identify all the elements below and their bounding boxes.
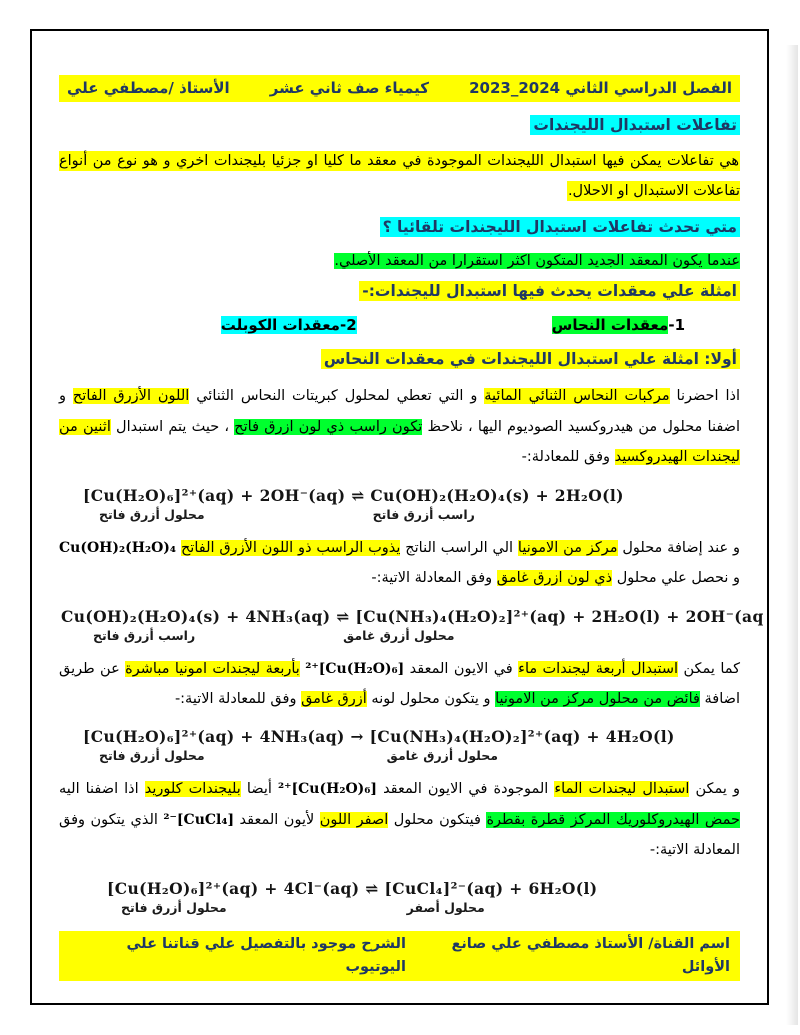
examples-heading-line <box>59 278 740 304</box>
equation-4 <box>59 879 740 915</box>
text-segment: و يتكون محلول لونه <box>366 690 496 707</box>
text-segment: يذوب الراسب ذو اللون الأزرق الفاتح <box>180 539 401 556</box>
text-segment: Cu(OH)₂(H₂O)₄ <box>59 539 177 556</box>
paragraph-ammonia-dissolve <box>59 533 740 594</box>
text-segment: 1- <box>668 315 685 334</box>
text-segment: اللون الأزرق الفاتح <box>72 388 190 405</box>
equation-2-formula: Cu(OH)₂(H₂O)₄(s) + 4NH₃(aq) ⇌ [Cu(NH₃)₄(H₂O)₂]²⁺(aq) + 2H₂O(l) + 2OH⁻(aq <box>61 606 764 626</box>
text-segment: اذا احضرنا <box>669 388 740 405</box>
text-segment: فيتكون محلول <box>388 811 487 828</box>
definition-text: هي تفاعلات يمكن فيها استبدال الليجندات الموجودة في معقد ما كليا او جزئيا بليجندات اخري و هو نوع من أنواع تفاعلات الاستبدال او الاحلال. <box>59 152 740 199</box>
text-segment: اذا اضفنا اليه <box>59 781 145 798</box>
equation-4-label-blue: محلول أزرق فاتح <box>121 899 227 915</box>
equation-2-label-precipitate: راسب أزرق فاتح <box>93 627 196 643</box>
page-border-frame <box>30 29 769 1005</box>
text-segment: الي الراسب الناتج <box>400 539 518 556</box>
text-segment: وفق للمعادلة:- <box>521 449 615 466</box>
equation-3 <box>59 727 740 763</box>
term-text: الفصل الدراسي الثاني <box>565 79 732 97</box>
text-segment: استبدال أربعة ليجندات ماء <box>518 660 679 677</box>
scan-shadow <box>786 45 798 1025</box>
equation-4-label-yellow: محلول أصفر <box>406 899 485 915</box>
text-segment: اصفر اللون <box>319 811 389 828</box>
text-segment: ذي لون ازرق غامق <box>496 570 613 587</box>
text-segment: فائض من محلول مركز من الامونيا <box>495 690 700 707</box>
equation-1-label-solution: محلول أزرق فاتح <box>99 506 205 522</box>
text-segment: عن طريق اضافة <box>59 660 740 707</box>
text-segment: لأيون المعقد <box>234 811 320 828</box>
definition-paragraph <box>59 147 740 206</box>
main-title-line <box>59 112 740 138</box>
equation-3-label-light: محلول أزرق فاتح <box>99 748 205 764</box>
text-segment: 2-معقدات الكوبلت <box>220 315 357 334</box>
subject-title: كيمياء صف ثاني عشر <box>269 79 429 97</box>
text-segment: وفق للمعادلة الاتية:- <box>174 690 302 707</box>
footer-banner <box>59 931 740 981</box>
equation-2 <box>59 606 764 643</box>
text-segment: بليجندات كلوريد <box>144 781 241 798</box>
example-cobalt-complexes <box>221 313 357 337</box>
text-segment: في الايون المعقد <box>404 660 519 677</box>
main-title: تفاعلات استبدال الليجندات <box>530 115 740 135</box>
equation-1-formula: [Cu(H₂O)₆]²⁺(aq) + 2OH⁻(aq) ⇌ Cu(OH)₂(H₂O)₄(s) + 2H₂O(l) <box>83 485 624 505</box>
text-segment: تكون راسب ذي لون ازرق فاتح <box>234 418 423 435</box>
equation-4-labels <box>59 900 740 915</box>
text-segment: معقدات النحاس <box>551 315 669 334</box>
text-segment: أزرق غامق <box>301 690 367 707</box>
copper-section-heading: أولا: امثلة علي استبدال الليجندات في معقدات النحاس <box>321 349 740 369</box>
text-segment: و التي تعطي لمحلول كبريتات النحاس الثنائي <box>189 388 485 405</box>
first-heading-line <box>59 346 740 372</box>
equation-3-formula: [Cu(H₂O)₆]²⁺(aq) + 4NH₃(aq) → [Cu(NH₃)₄(H₂O)₂]²⁺(aq) + 4H₂O(l) <box>83 727 675 747</box>
text-segment: بأربعة ليجندات امونيا مباشرة <box>125 660 300 677</box>
equation-3-labels <box>59 748 740 763</box>
examples-heading: امثلة علي معقدات يحدث فيها استبدال لليجندات:- <box>359 281 740 301</box>
question-heading: متي تحدث تفاعلات استبدال الليجندات تلقائيا ؟ <box>380 217 740 237</box>
example-copper-complexes <box>552 313 685 337</box>
text-segment: و نحصل علي محلول <box>612 570 740 587</box>
text-segment: و يمكن <box>689 781 740 798</box>
text-segment: الذي يتكون وفق المعادلة الاتية:- <box>59 811 740 859</box>
text-segment: ، حيث يتم استبدال <box>110 418 235 435</box>
text-segment: ²⁺[Cu(H₂O)₆] <box>305 660 405 677</box>
term-label <box>469 77 732 100</box>
question-line <box>59 214 740 240</box>
text-segment: و عند إضافة محلول <box>617 539 741 556</box>
equation-1-labels <box>59 507 740 522</box>
text-segment: الموجودة في الايون المعقد <box>377 781 555 798</box>
text-segment: ²⁺[Cu(H₂O)₆] <box>278 781 378 798</box>
text-segment: مركبات النحاس الثنائي المائية <box>484 388 670 405</box>
equation-1 <box>59 486 740 522</box>
text-segment: مركز من الامونيا <box>517 539 618 556</box>
answer-text: عندما يكون المعقد الجديد المتكون اكثر استقرارا من المعقد الأصلي. <box>334 252 740 269</box>
footer-channel-name: اسم القناة/ الأستاذ مصطفي علي صانع الأوائل <box>451 935 730 975</box>
text-segment: كما يمكن <box>678 660 741 677</box>
term-years: 2023_2024 <box>469 79 561 97</box>
examples-row <box>59 313 740 337</box>
equation-1-label-precipitate: راسب أزرق فاتح <box>372 506 475 522</box>
paragraph-ammonia-direct <box>59 654 740 715</box>
paragraph-chloride <box>59 774 740 865</box>
equation-2-labels <box>59 628 740 643</box>
answer-line <box>59 250 740 269</box>
teacher-name: الأستاذ /مصطفي علي <box>67 79 230 97</box>
text-segment: أيضا <box>240 781 278 798</box>
equation-4-formula: [Cu(H₂O)₆]²⁺(aq) + 4Cl⁻(aq) ⇌ [CuCl₄]²⁻(aq) + 6H₂O(l) <box>107 878 598 898</box>
text-segment: وفق المعادلة الاتية:- <box>371 570 497 587</box>
text-segment: استبدال ليجندات الماء <box>554 781 690 798</box>
text-segment: اثنين من ليجندات الهيدروكسيد <box>59 418 740 466</box>
text-segment: حمض الهيدروكلوريك المركز قطرة بقطرة <box>486 811 741 828</box>
document-header <box>59 75 740 102</box>
text-segment: ²⁻[CuCl₄] <box>163 811 235 828</box>
equation-3-label-dark: محلول أزرق غامق <box>386 748 498 764</box>
footer-youtube-note: الشرح موجود بالتفصيل علي قناتنا علي اليوتيوب <box>126 935 406 975</box>
text-segment: و اضفنا محلول من هيدروكسيد الصوديوم اليها ، نلاحظ <box>59 388 740 435</box>
equation-2-label-solution: محلول أزرق غامق <box>343 627 455 643</box>
paragraph-copper-hydroxide <box>59 381 740 472</box>
